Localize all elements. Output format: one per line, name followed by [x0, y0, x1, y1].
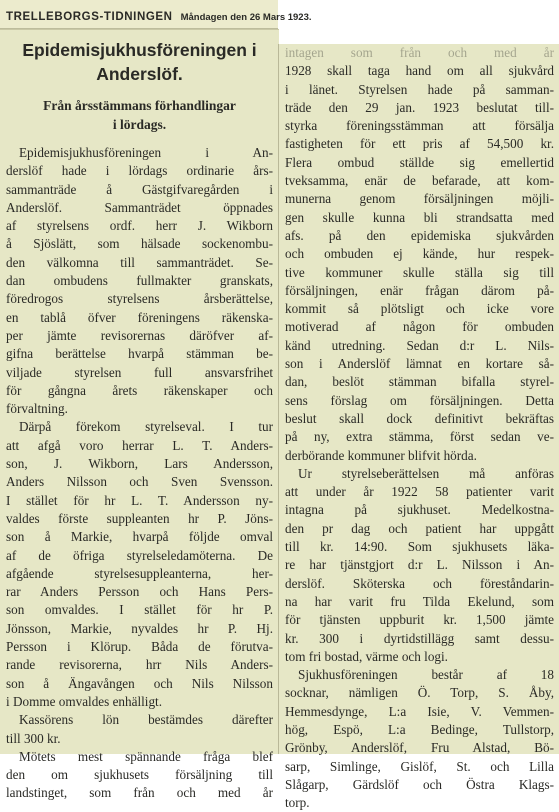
text-line: den pr dag och patient har uppgått [285, 520, 554, 536]
text-line: å Sjöslätt, som hälsade sockenombu- [6, 236, 273, 252]
text-line: intagen som från och med år [285, 45, 554, 60]
text-line: na har varit fru Tilda Ekelund, som [285, 593, 554, 609]
text-line: derbörande kommuner blifvit hörda. [285, 447, 477, 463]
text-line: gifna berättelse hvarpå stämman be- [6, 346, 273, 362]
text-line: torp. [285, 795, 310, 811]
text-line: son å Markie, hvarpå följde omval [6, 529, 273, 545]
text-line: Anders Nilsson och Sven Svensson. [6, 474, 273, 490]
text-line: I stället för hr L. T. Andersson ny- [6, 492, 273, 508]
text-line: styrka föreningsstämman att försälja [285, 118, 554, 134]
text-line: och ombuden ej kände, hur respek- [285, 246, 554, 262]
text-line: intagna på sjukhuset. Medelkostna- [285, 502, 554, 518]
text-line: Därpå förekom styrelseval. I tur [19, 419, 273, 435]
text-line: re har tjänstgjort d:r L. Nilsson i An- [285, 557, 554, 573]
text-line: tom fri bostad, värme och logi. [285, 648, 448, 664]
text-line: Epidemisjukhusföreningen i An- [19, 145, 273, 160]
text-line: Sjukhusföreningen består af 18 [298, 667, 554, 683]
text-line: Jönsson, Markie, nyvaldes hr P. Hj. [6, 620, 273, 636]
text-line: att under år 1922 58 patienter varit [285, 484, 554, 500]
text-line: gen skulle kunna bli strandsatta med [285, 209, 554, 225]
text-line: kr. 300 i dyrtidstillägg samt dessu- [285, 630, 554, 646]
text-line: till 300 kr. [6, 730, 61, 746]
text-line: tveksamma, enär de befarade, att kom- [285, 173, 554, 189]
headline-line: Epidemisjukhusföreningen i [22, 40, 257, 60]
text-line: munerna genom försäljningen möjli- [285, 191, 554, 207]
text-line: känd utredning. Sedan d:r L. Nils- [285, 337, 554, 353]
text-line: viljade styrelsen full ansvarsfrihet [6, 364, 273, 380]
text-line: försäljningen, enär frågan därom på- [285, 282, 554, 298]
text-line: afgående styrelsesuppleanterna, her- [6, 565, 273, 581]
text-line: Anderslöf. Sammanträdet öppnades [6, 199, 273, 215]
text-line: son omvaldes. I stället för hr P. [6, 602, 273, 618]
text-line: hög, Espö, L:a Bedinge, Tullstorp, [285, 721, 554, 737]
text-line: landstinget, som från och med år [6, 785, 273, 801]
text-line: Mötets mest spännande fråga blef [19, 748, 273, 764]
text-line: för gångna årets räkenskaper och [6, 382, 273, 398]
text-line: för tjänsten uppburit kr. 1,500 jämte [285, 612, 554, 628]
text-line: tive kommuner skulle ställa sig till [285, 264, 554, 280]
text-line: rande revisorerna, hrr Nils Anders- [6, 657, 273, 673]
text-line: derslöf hade i lördags ordinarie års- [6, 163, 273, 179]
text-line: Flera ombud ställde sig emellertid [285, 154, 554, 170]
article-subheadline [6, 96, 273, 134]
text-line: af de öfriga styrelseledamöterna. De [6, 547, 273, 563]
issue-date: Måndagen den 26 Mars 1923. [180, 12, 312, 23]
text-line: valdes förste suppleanten hr P. Jöns- [6, 510, 273, 526]
text-line: sammanträde å Gästgifvaregården i [6, 181, 273, 197]
text-line: son å Ängavången och Nils Nilsson [6, 675, 273, 691]
text-line: kommit så plötsligt och icke vore [285, 301, 554, 317]
text-line: den om sjukhusets försäljning till [6, 767, 273, 783]
text-line: i Domme omvaldes enhälligt. [6, 693, 163, 709]
text-line: rar Anders Persson och Hans Pers- [6, 584, 273, 600]
text-line: till kr. 14:90. Som sjukhusets läka- [285, 539, 554, 555]
text-line: afs. på den epidemiska sjukvården [285, 227, 554, 243]
text-line: Slågarp, Gärdslöf och Östra Klags- [285, 776, 554, 792]
text-line: en tablå öfver föreningens räkenska- [6, 309, 273, 325]
text-line: Hemmesdynge, L:a Isie, V. Vemmen- [285, 703, 554, 719]
text-line: socknar, nämligen Ö. Torp, S. Åby, [285, 685, 554, 701]
article-body-right [285, 44, 554, 812]
text-line: dan, beslöt stämman bifalla styrel- [285, 374, 554, 390]
text-line: beslut skall dock definitivt bekräftas [285, 410, 554, 426]
text-line: Ur styrelseberättelsen må anföras [298, 465, 554, 481]
article-column-right [278, 44, 559, 811]
text-line: dan ombudens fullmakter granskats, [6, 273, 273, 289]
article-headline [6, 38, 273, 86]
article-column-left [0, 29, 279, 801]
text-line: son i Anderslöf lämnat en kortare så- [285, 356, 554, 372]
text-line: den välkomna till sammanträdet. Se- [6, 254, 273, 270]
text-line: på ny, extra stämma, först sedan ve- [285, 429, 554, 445]
text-line: derslöf. Sköterska och föreståndarin- [285, 575, 554, 591]
text-line: förvaltning. [6, 401, 68, 417]
text-line: träde den 29 jan. 1923 beslutat till- [285, 99, 554, 115]
text-line: Persson i Klörup. Båda de förutva- [6, 639, 273, 655]
text-line: i länet. Styrelsen hade på samman- [285, 81, 554, 97]
text-line: motiverad af någon för ombuden [285, 319, 554, 335]
text-line: att afgå voro herrar L. T. Anders- [6, 437, 273, 453]
text-line: Kassörens lön bestämdes därefter [19, 712, 273, 728]
masthead [0, 0, 312, 28]
headline-line: Anderslöf. [96, 64, 183, 84]
newspaper-name: TRELLEBORGS-TIDNINGEN [6, 11, 173, 23]
subheadline-line: Från årsstämmans förhandlingar [43, 98, 236, 113]
text-line: son, J. Wikborn, Lars Andersson, [6, 456, 273, 472]
subheadline-line: i lördags. [112, 117, 167, 132]
text-line: fastigheten för ett pris af 54,500 kr. [285, 136, 554, 152]
text-line: föredrogos styrelsens årsberättelse, [6, 291, 273, 307]
text-line: af styrelsens ordf. herr J. Wikborn [6, 218, 273, 234]
text-line: sarp, Simlinge, Gislöf, St. och Lilla [285, 758, 554, 774]
text-line: 1928 skall taga hand om all sjukvård [285, 63, 554, 79]
text-line: Grönby, Anderslöf, Fru Alstad, Bö- [285, 740, 554, 756]
text-line: sens förslag om försäljningen. Detta [285, 392, 554, 408]
article-body-left [6, 144, 273, 803]
text-line: per jämte revisorernas däröfver af- [6, 327, 273, 343]
